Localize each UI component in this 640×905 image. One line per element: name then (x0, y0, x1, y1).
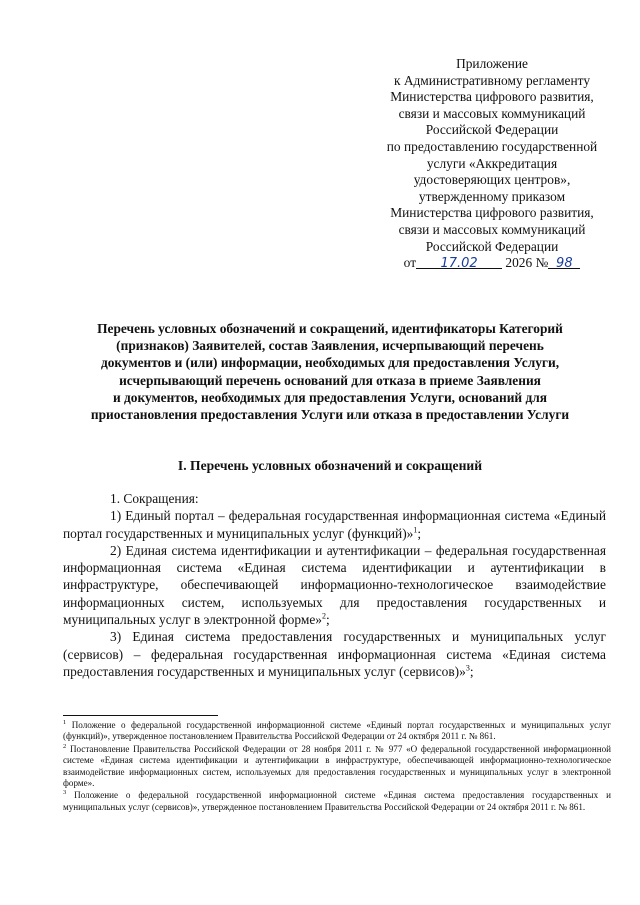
approval-line: связи и массовых коммуникаций (398, 105, 586, 121)
footnote-text: Постановление Правительства Российской Федерации от 28 ноября 2011 г. № 977 «О федеральной государственной информационной системе «Единая система идентификации и аутентификации в инфраструктуре, обеспечивающей информационно-технологическое взаимодействие информационных систем, используемых для предоставления государственных и муниципальных услуг в электронной форме». (63, 743, 611, 789)
title-line: Перечень условных обозначений и сокращений, идентификаторы Категорий (97, 321, 563, 336)
paragraph-unified-portal (63, 507, 606, 542)
section-heading: I. Перечень условных обозначений и сокращений (177, 458, 483, 473)
approval-line: Приложение (456, 56, 528, 71)
footnote-text: Положение о федеральной государственной информационной системе «Единая система предоставления государственных и муниципальных услуг (сервисов)», утвержденное постановлением Правительства Российской Федерации от 24 октября 2011 г. № 861. (63, 790, 611, 812)
paragraph-text: 2) Единая система идентификации и аутентификации – федеральная государственная информационная система «Единая система идентификации и аутентификации в инфраструктуре, обеспечивающей информационно-технологическое взаимодействие информационных систем, используемых для предоставления государственных и муниципальных услуг в электронной форме» (63, 542, 606, 628)
footnote-number: 2 (63, 742, 67, 750)
footnote (63, 790, 611, 813)
punctuation: ; (417, 525, 422, 541)
handwritten-date: 17.02 (440, 256, 478, 272)
order-year: 2026 (505, 255, 533, 271)
footnote (63, 744, 611, 790)
approval-line: Министерства цифрового развития, (390, 205, 594, 221)
order-date-number-line (360, 255, 624, 272)
footnote-text: Положение о федеральной государственной информационной системе «Единый портал государственных и муниципальных услуг (функций)», утвержденное постановлением Правительства Российской Федерации от 24 октября 2011 г. № 861. (63, 720, 611, 742)
approval-line: к Административному регламенту (393, 72, 591, 88)
title-line: (признаков) Заявителей, состав Заявления, исчерпывающий перечень (116, 338, 544, 354)
paragraph-text: 3) Единая система предоставления государственных и муниципальных услуг (сервисов) – федеральная государственная информационная система «Единая система предоставления государственных и муниципальных услуг (сервисов)» (63, 629, 606, 679)
footnote-number: 1 (63, 718, 67, 726)
footnote-ref[interactable]: 1 (413, 525, 418, 535)
approval-line: связи и массовых коммуникаций (398, 221, 586, 237)
document-body (63, 490, 606, 680)
paragraph-abbreviations (63, 490, 606, 507)
title-line: и документов, необходимых для предоставления Услуги, оснований для (112, 389, 548, 405)
date-prefix: от (403, 255, 417, 271)
approval-line: удостоверяющих центров», (413, 172, 571, 188)
paragraph-text: 1) Единый портал – федеральная государственная информационная система «Единый портал государственных и муниципальных услуг (функций)» (63, 508, 606, 541)
approval-line: Российской Федерации (425, 238, 559, 254)
approval-line: утвержденному приказом (418, 188, 566, 204)
approval-block (360, 56, 624, 272)
approval-line: Министерства цифрового развития, (390, 89, 594, 105)
punctuation: ; (469, 663, 474, 679)
number-field (548, 255, 580, 272)
paragraph-text: 1. Сокращения: (110, 491, 199, 506)
handwritten-number: 98 (556, 256, 573, 272)
number-sign: № (535, 255, 549, 271)
footnote-ref[interactable]: 2 (321, 611, 326, 621)
footnote (63, 720, 611, 743)
title-line: исчерпывающий перечень оснований для отказа в приеме Заявления (119, 372, 541, 388)
footnotes (63, 720, 611, 814)
paragraph-services-system (63, 628, 606, 680)
date-field (416, 255, 502, 272)
title-line: документов и (или) информации, необходимых для предоставления Услуги, (100, 355, 560, 371)
punctuation: ; (325, 612, 330, 628)
approval-line: по предоставлению государственной (386, 138, 598, 154)
footnote-number: 3 (63, 789, 67, 797)
footnote-ref[interactable]: 3 (465, 663, 470, 673)
paragraph-esia (63, 542, 606, 628)
approval-line: Российской Федерации (425, 122, 559, 138)
approval-line: услуги «Аккредитация (426, 155, 558, 171)
footnote-separator (63, 715, 218, 716)
document-title (50, 320, 610, 423)
title-line: приостановления предоставления Услуги или отказа в предоставлении Услуги (90, 407, 570, 423)
